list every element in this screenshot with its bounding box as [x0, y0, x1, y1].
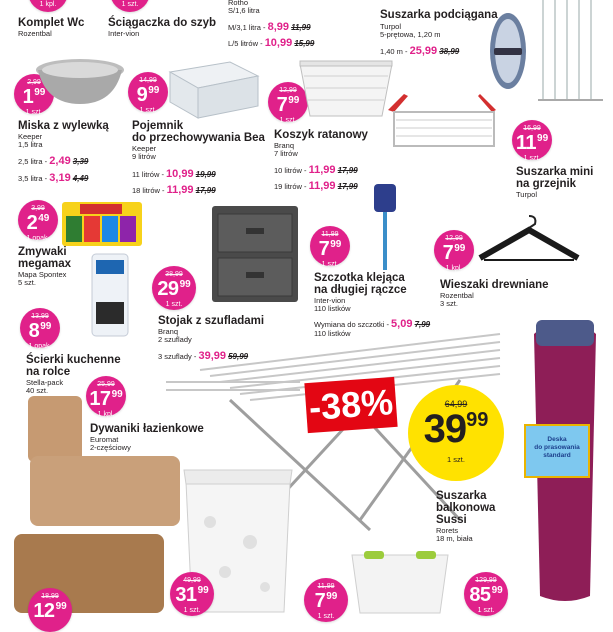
- unit-label: 1 kpl.: [445, 265, 463, 272]
- product-brand-stojak: Branq: [158, 327, 179, 336]
- variant-price-koszyk-1: [274, 164, 358, 176]
- product-title-pojemnik-2: do przechowywania Bea: [132, 132, 265, 144]
- unit-label: 1 szt.: [165, 301, 183, 308]
- price-main: 1: [22, 86, 34, 108]
- price-cents: 99: [288, 95, 300, 106]
- product-title-scierki-2: na rolce: [26, 366, 71, 378]
- price-badge-stojak: [152, 266, 196, 310]
- old-price: 18,99: [41, 593, 59, 600]
- price-badge-wieszaki: [434, 230, 474, 270]
- price-main: 29: [157, 278, 179, 300]
- variant-label: L/5 litrów -: [228, 39, 263, 48]
- variant-old-price: 59,99: [228, 352, 249, 361]
- product-title-sciagaczka: Ściągaczka do szyb: [108, 17, 217, 29]
- price-cents: 99: [179, 279, 191, 290]
- bowl-image: [34, 58, 126, 108]
- price-main: 11: [515, 132, 537, 154]
- old-price: 14,99: [139, 77, 157, 84]
- old-price: 13,99: [31, 313, 49, 320]
- hangers-image: [474, 212, 584, 272]
- unit-label: 1 szt.: [139, 107, 157, 114]
- product-brand-suszarka-balkonowa: Rorets: [436, 526, 459, 535]
- variant-price-pojemnik-1: [132, 168, 216, 180]
- price-badge-deska: [464, 572, 508, 616]
- price-badge-kosz-bialy: [304, 578, 348, 622]
- product-title-miska: Miska z wylewką: [18, 120, 109, 132]
- variant-label: Wymiana do szczotki -: [314, 320, 389, 329]
- old-price: 38,99: [165, 271, 183, 278]
- variant-price-miska-1: [18, 155, 88, 167]
- price-main: 17: [89, 388, 111, 410]
- variant-price: 39,99: [198, 350, 226, 362]
- product-spec-wieszaki: 3 szt.: [440, 299, 458, 308]
- price-cents: 99: [40, 321, 52, 332]
- price-main: 31: [175, 584, 197, 606]
- variant-old-price: 4,49: [72, 174, 89, 183]
- price-main: 2: [26, 212, 38, 234]
- variant-label: 2,5 litra -: [18, 157, 48, 166]
- product-spec-miska: 1,5 litra: [18, 140, 43, 149]
- product-spec-zmywaki: 5 szt.: [18, 278, 36, 287]
- price-badge-suszarka-mini: [512, 120, 552, 160]
- variant-price: 10,99: [166, 168, 194, 180]
- variant-price-rotho-l: [228, 37, 314, 49]
- variant-price: 2,49: [49, 155, 71, 167]
- label-line: standard: [543, 452, 571, 459]
- product-spec-suszarka-balkonowa: 18 m, biała: [436, 534, 473, 543]
- lint-roller-image: [368, 182, 404, 272]
- price-cents: 99: [148, 85, 160, 96]
- unit-label: 1 szt.: [121, 1, 139, 8]
- product-brand-suszarka-podciagana: Turpol: [380, 22, 401, 31]
- price-main: 7: [318, 238, 330, 260]
- price-main: 12: [33, 600, 55, 622]
- unit-label: 1 szt.: [477, 607, 495, 614]
- price-cents: 99: [197, 585, 209, 596]
- product-brand-suszarka-mini: Turpol: [516, 190, 537, 199]
- variant-price: 25,99: [409, 45, 438, 57]
- variant-old-price: 11,99: [291, 23, 311, 32]
- ceiling-dryer-rods-image: [533, 0, 613, 110]
- price-cents: 99: [454, 243, 466, 254]
- label-line: do prasowania: [534, 444, 580, 451]
- price-main: 7: [442, 242, 454, 264]
- bath-mat-medium-image: [30, 456, 180, 526]
- product-title-suszarka-mini-2: na grzejnik: [516, 178, 577, 190]
- old-price: 12,99: [445, 235, 463, 242]
- price-cents: 99: [466, 409, 489, 431]
- product-title-suszarka-balkonowa-3: Sussi: [436, 514, 467, 526]
- variant-price: 8,99: [267, 21, 290, 33]
- product-title-scierki-1: Ścierki kuchenne: [26, 354, 121, 366]
- price-cents: 99: [326, 591, 338, 602]
- white-basket-image: [348, 547, 452, 613]
- product-title-suszarka-balkonowa-2: balkonowa: [436, 502, 496, 514]
- variant-old-price: 17,99: [195, 186, 216, 195]
- price-main: 7: [276, 94, 288, 116]
- variant-old-price: 38,99: [439, 47, 460, 56]
- rattan-basket-image: [296, 56, 396, 120]
- price-badge-scierki: [20, 308, 60, 348]
- label-line: Deska: [547, 436, 567, 443]
- unit-label: 1 szt.: [447, 455, 465, 464]
- price-badge-suszarka-balkonowa: [408, 385, 504, 481]
- variant-price: 5,09: [391, 318, 413, 330]
- old-price: 2,99: [27, 79, 41, 86]
- product-title-zmywaki-2: megamax: [18, 258, 72, 270]
- price-badge-kosz: [170, 572, 214, 616]
- product-brand-scierki: Stella-pack: [26, 378, 64, 387]
- old-price: 12,99: [279, 87, 297, 94]
- discount-label: -38%: [307, 381, 395, 428]
- price-badge-szczotka: [310, 226, 350, 266]
- unit-label: 1 kpl.: [39, 1, 57, 8]
- unit-label: 1 szt.: [523, 155, 541, 162]
- variant-label: 19 litrów -: [274, 182, 307, 191]
- unit-label: 1 opak.: [28, 343, 52, 350]
- variant-price-pojemnik-2: [132, 184, 216, 196]
- price-cents: 49: [38, 213, 50, 224]
- product-brand-wieszaki: Rozentbal: [440, 291, 474, 300]
- product-title-suszarka-mini-1: Suszarka mini: [516, 166, 594, 178]
- price-cents: 99: [34, 87, 46, 98]
- drawer-rack-image: [208, 202, 302, 306]
- price-badge-komplet-wc: [28, 0, 68, 12]
- old-price: 25,99: [97, 381, 115, 388]
- discount-badge: [304, 377, 397, 433]
- product-brand-koszyk: Branq: [274, 141, 295, 150]
- variant-label: 3 szuflady -: [158, 352, 197, 361]
- product-title-dywaniki: Dywaniki łazienkowe: [90, 423, 204, 435]
- price-main: 7: [314, 590, 326, 612]
- variant-old-price: 7,99: [414, 320, 431, 329]
- price-main: 8: [28, 320, 40, 342]
- product-brand-rotho: Rotho: [228, 0, 249, 7]
- product-brand-sciagaczka: Inter-vion: [108, 29, 140, 38]
- price-cents: 99: [537, 133, 549, 144]
- variant-old-price: 17,99: [337, 166, 358, 175]
- old-price: 11,99: [317, 583, 335, 590]
- price-badge-zmywaki: [18, 200, 58, 240]
- product-spec-koszyk: 7 litrów: [274, 149, 298, 158]
- product-brand-dywaniki: Euromat: [90, 435, 119, 444]
- variant-spec-szczotka: 110 listków: [314, 329, 351, 338]
- product-title-szczotka-2: na długiej rączce: [314, 284, 407, 296]
- unit-label: 1 szt.: [25, 109, 43, 116]
- unit-label: 1 szt.: [279, 117, 297, 124]
- radiator-dryer-image: [384, 90, 504, 160]
- old-price: 49,99: [183, 577, 201, 584]
- product-title-szczotka-1: Szczotka klejąca: [314, 272, 405, 284]
- product-title-komplet-wc: Komplet Wc: [18, 17, 85, 29]
- kitchen-towel-roll-image: [88, 252, 132, 344]
- variant-old-price: 17,99: [337, 182, 358, 191]
- product-title-suszarka-balkonowa-1: Suszarka: [436, 490, 487, 502]
- variant-price-rotho-m: [228, 21, 311, 33]
- variant-label: M/3,1 litra -: [228, 23, 266, 32]
- variant-old-price: 15,99: [294, 39, 315, 48]
- price-badge-bottom-left: [28, 588, 72, 632]
- product-spec-scierki: 40 szt.: [26, 386, 49, 395]
- product-brand-komplet-wc: Rozentbal: [18, 29, 52, 38]
- product-brand-zmywaki: Mapa Spontex: [18, 270, 67, 279]
- storage-box-image: [160, 58, 260, 120]
- product-title-koszyk: Koszyk ratanowy: [274, 129, 368, 141]
- bath-mat-small-image: [28, 396, 82, 462]
- price-cents: 99: [55, 601, 67, 612]
- variant-price: 11,99: [308, 164, 336, 176]
- price-main: 9: [136, 84, 148, 106]
- product-title-zmywaki-1: Zmywaki: [18, 246, 67, 258]
- old-price: 16,99: [523, 125, 541, 132]
- price-main: 85: [469, 584, 491, 606]
- variant-label: 18 litrów -: [132, 186, 165, 195]
- product-title-suszarka-podciagana: Suszarka podciągana: [380, 9, 498, 21]
- product-spec-stojak: 2 szuflady: [158, 335, 192, 344]
- unit-label: 1 szt.: [183, 607, 201, 614]
- price-badge-sciagaczka: [110, 0, 150, 12]
- variant-old-price: 19,99: [195, 170, 216, 179]
- product-spec-rotho: S/1,6 litra: [228, 6, 260, 15]
- product-title-pojemnik-1: Pojemnik: [132, 120, 184, 132]
- variant-label: 11 litrów -: [132, 170, 164, 179]
- price-badge-dywaniki: [86, 376, 126, 416]
- product-spec-szczotka: 110 listków: [314, 304, 351, 313]
- variant-price: 11,99: [308, 180, 336, 192]
- unit-label: 1 opak.: [26, 235, 50, 242]
- unit-label: 1 szt.: [321, 261, 339, 268]
- sponges-image: [60, 200, 144, 248]
- old-price: 64,99: [444, 399, 468, 409]
- old-price: 11,99: [321, 231, 339, 238]
- product-spec-suszarka-podciagana: 5-prętowa, 1,20 m: [380, 30, 441, 39]
- variant-price: 3,19: [49, 172, 71, 184]
- price-cents: 99: [111, 389, 123, 400]
- variant-price-koszyk-2: [274, 180, 358, 192]
- variant-price: 11,99: [166, 184, 194, 196]
- product-spec-pojemnik: 9 litrów: [132, 152, 156, 161]
- product-brand-szczotka: Inter-vion: [314, 296, 346, 305]
- product-brand-miska: Keeper: [18, 132, 43, 141]
- variant-price-miska-2: [18, 172, 88, 184]
- product-brand-pojemnik: Keeper: [132, 144, 157, 153]
- ceiling-dryer-image: [478, 6, 538, 96]
- variant-old-price: 3,39: [72, 157, 89, 166]
- product-title-wieszaki: Wieszaki drewniane: [440, 279, 549, 291]
- variant-label: 1,40 m -: [380, 47, 408, 56]
- product-title-stojak: Stojak z szufladami: [158, 315, 265, 327]
- variant-label: 3,5 litra -: [18, 174, 48, 183]
- price-main: 39: [423, 407, 467, 451]
- price-cents: 99: [330, 239, 342, 250]
- old-price: 3,99: [31, 205, 45, 212]
- ironing-board-label: [524, 424, 590, 478]
- variant-label: 10 litrów -: [274, 166, 307, 175]
- product-spec-dywaniki: 2-częściowy: [90, 443, 131, 452]
- price-cents: 99: [491, 585, 503, 596]
- variant-price: 10,99: [264, 37, 293, 49]
- unit-label: 1 kpl.: [97, 411, 115, 418]
- old-price: 129,99: [475, 577, 497, 584]
- unit-label: 1 szt.: [317, 613, 335, 620]
